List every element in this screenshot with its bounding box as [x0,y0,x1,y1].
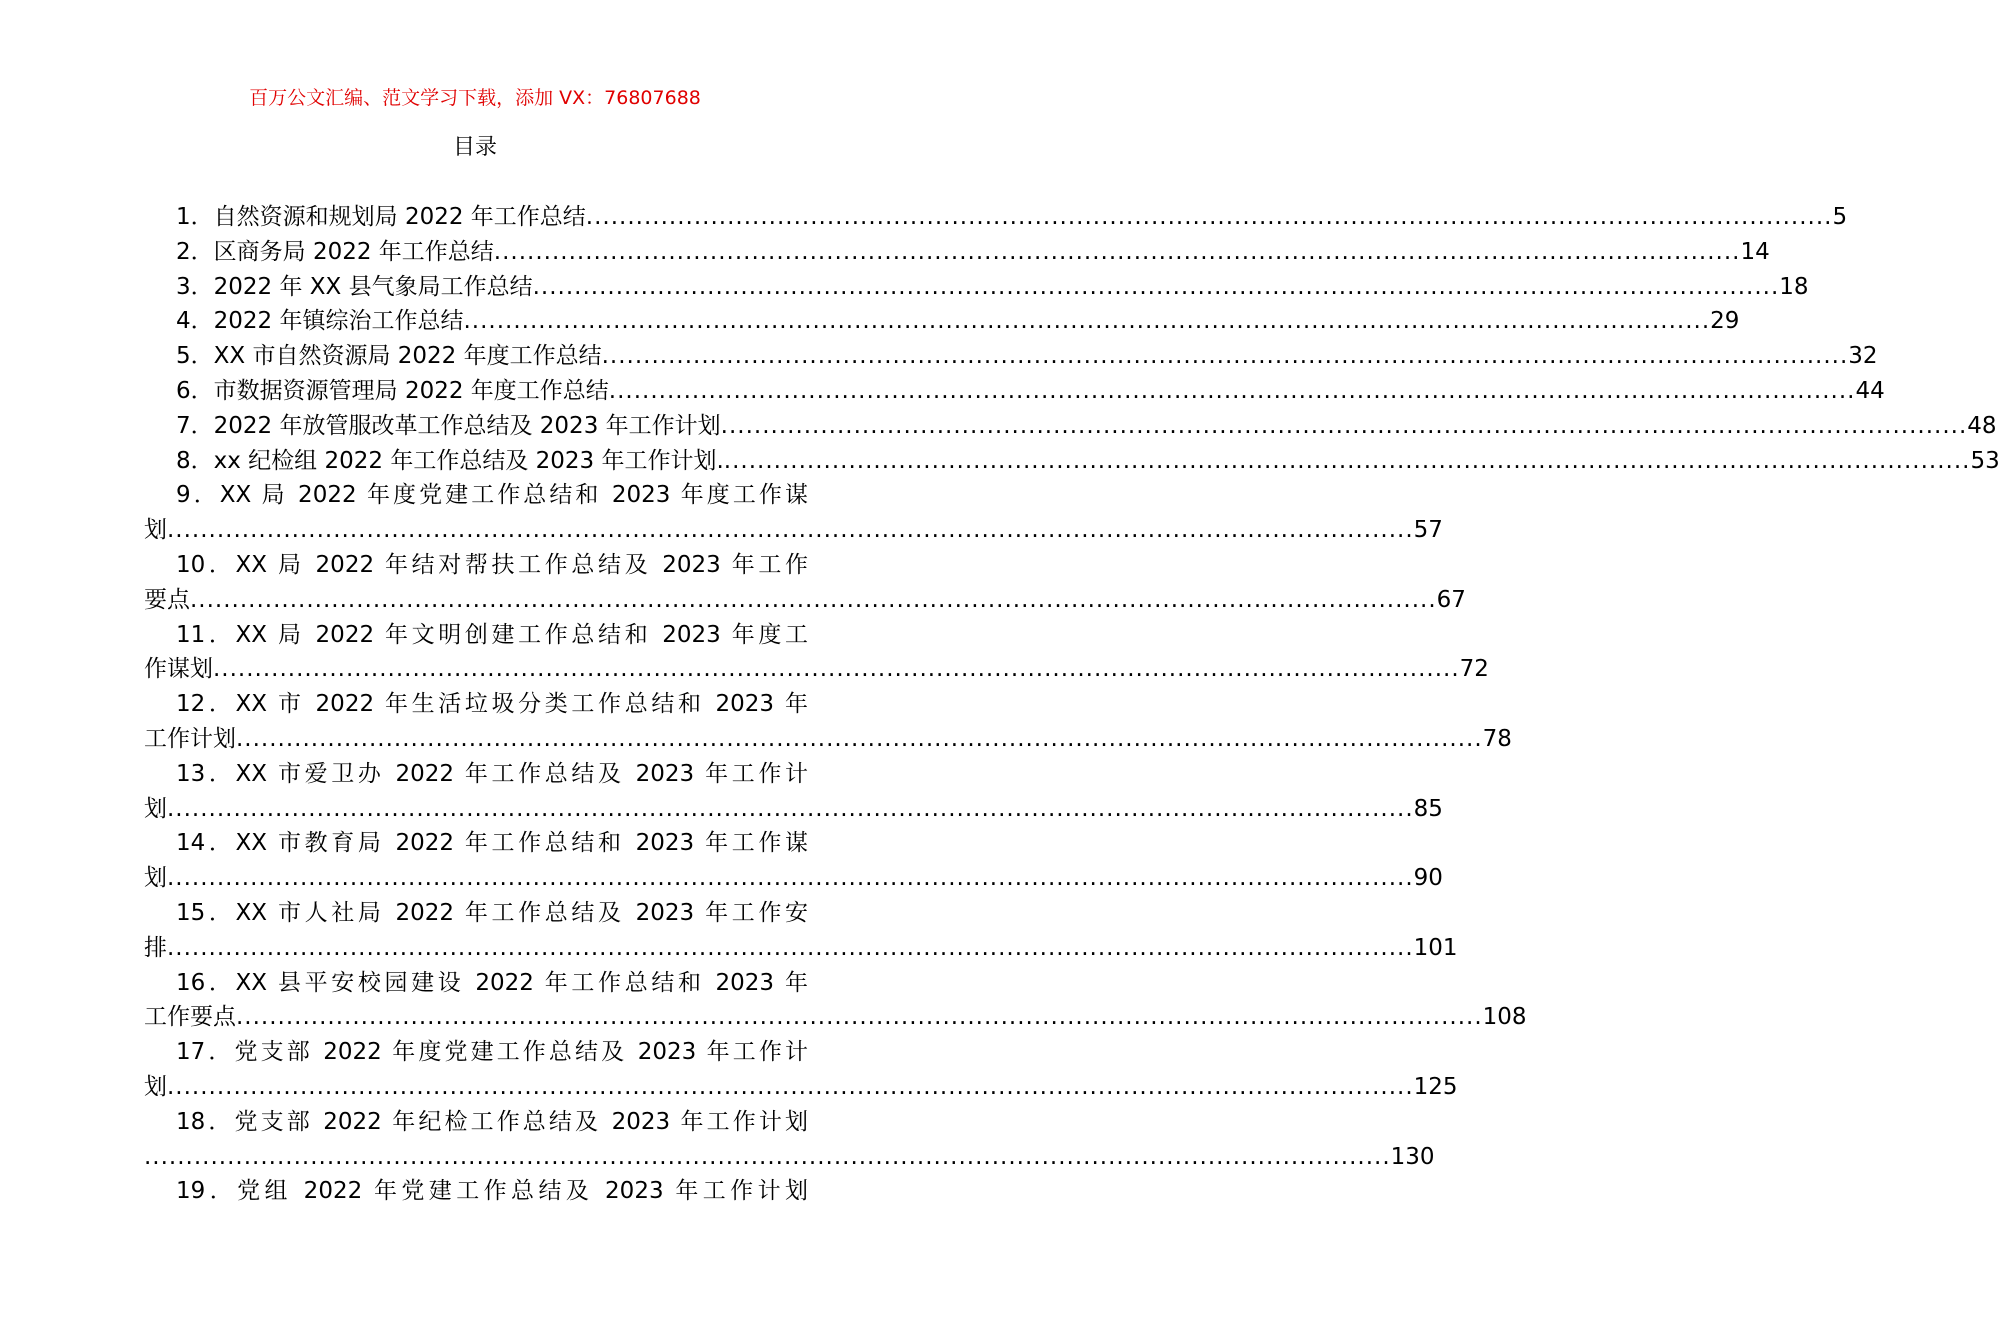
toc-entry-14[interactable] [144,826,808,861]
toc-page-number: 108 [1482,1004,1527,1031]
toc-entry-title: 9．XX 局 2022 年度党建工作总结和 2023 年度工作谋 [176,482,808,509]
toc-entry-9-continued[interactable] [144,513,1443,548]
toc-entry-12-continued[interactable] [144,722,1512,757]
toc-leader-dots: ...................................................................................................................................................... [493,238,1741,265]
toc-entry-15[interactable] [144,896,808,931]
toc-leader-dots: ...................................................................................................................................................... [236,725,1483,752]
toc-entry-title: 13．XX 市爱卫办 2022 年工作总结及 2023 年工作计 [176,760,808,787]
toc-page-number: 78 [1482,725,1512,752]
toc-leader-dots: ...................................................................................................................................................... [463,308,1711,335]
toc-entry-title: 14．XX 市教育局 2022 年工作总结和 2023 年工作谋 [176,830,808,857]
toc-entry-title-cont: 作谋划 [144,656,213,683]
toc-entry-10[interactable] [144,548,808,583]
toc-page-number: 29 [1710,308,1740,335]
toc-page-number: 130 [1390,1143,1435,1170]
toc-leader-dots: ...................................................................................................................................................... [213,656,1460,683]
toc-page-number: 5 [1832,204,1848,230]
toc-entry-title: 2．区商务局 2022 年工作总结 [176,238,494,265]
toc-entry-11[interactable] [144,618,808,653]
toc-entry-5[interactable] [144,339,1878,374]
toc-entry-title-cont: 要点 [144,586,190,613]
toc-page-number: 14 [1740,238,1770,265]
toc-entry-14-continued[interactable] [144,861,1443,896]
toc-entry-title: 17．党支部 2022 年度党建工作总结及 2023 年工作计 [176,1039,808,1066]
toc-entry-16[interactable] [144,966,808,1001]
toc-leader-dots: ...................................................................................................................................................... [720,412,1968,439]
toc-leader-dots: ...................................................................................................................................................... [236,1004,1483,1031]
toc-entry-title: 7．2022 年放管服改革工作总结及 2023 年工作计划 [176,412,721,439]
toc-entry-title: 8．xx 纪检组 2022 年工作总结及 2023 年工作计划. [176,447,724,474]
page-title-text: 目录 [452,135,497,160]
toc-page-number: 72 [1459,656,1489,683]
toc-leader-dots: ...................................................................................................................................................... [601,343,1849,370]
toc-leader-dots: ...................................................................................................................................................... [190,586,1437,613]
toc-entry-18-continued[interactable] [144,1140,1435,1175]
toc-entry-4[interactable] [144,304,1740,339]
toc-page-number: 67 [1436,586,1466,613]
toc-entry-12[interactable] [144,687,808,722]
toc-entry-19[interactable] [144,1174,808,1209]
toc-page-number: 90 [1413,865,1443,892]
toc-entry-8[interactable] [144,444,2000,479]
toc-entry-title: 5．XX 市自然资源局 2022 年度工作总结 [176,343,602,370]
toc-entry-7[interactable] [144,409,1997,444]
download-notice [0,86,950,110]
toc-entry-title: 11．XX 局 2022 年文明创建工作总结和 2023 年度工 [176,621,808,648]
toc-entry-13-continued[interactable] [144,792,1443,827]
toc-entry-title: 12．XX 市 2022 年生活垃圾分类工作总结和 2023 年 [176,691,808,718]
toc-leader-dots: ...................................................................................................................................................... [608,377,1856,404]
toc-page-number: 57 [1413,517,1443,544]
page-title [0,134,950,162]
toc-entry-title-cont: 划 [144,795,167,822]
toc-leader-dots: ...................................................................................................................................................... [167,1073,1414,1100]
toc-entry-title-cont: 划 [144,1073,167,1100]
toc-leader-dots: ...................................................................................................................................................... [144,1143,1391,1170]
toc-entry-10-continued[interactable] [144,583,1466,618]
table-of-contents [144,200,2000,1209]
toc-page-number: 85 [1413,795,1443,822]
toc-entry-11-continued[interactable] [144,652,1489,687]
toc-leader-dots: ...................................................................................................................................................... [585,204,1833,230]
toc-page-number: 101 [1413,934,1458,961]
toc-entry-17-continued[interactable] [144,1070,1458,1105]
toc-page-number: 125 [1413,1073,1458,1100]
toc-page-number: 18 [1779,273,1809,300]
download-notice-text: 百万公文汇编、范文学习下载，添加 VX：76807688 [249,87,701,109]
toc-entry-title: 6．市数据资源管理局 2022 年度工作总结 [176,377,609,404]
toc-entry-9[interactable] [144,478,808,513]
toc-entry-2[interactable] [144,235,1770,270]
toc-leader-dots: ...................................................................................................................................................... [167,795,1414,822]
toc-entry-title-cont: 划 [144,865,167,892]
toc-entry-3[interactable] [144,270,1809,305]
toc-entry-18[interactable] [144,1105,808,1140]
toc-leader-dots: ...................................................................................................................................................... [723,447,1971,474]
toc-entry-title-cont: 工作计划 [144,725,236,752]
toc-page-number: 53 [1970,447,2000,474]
toc-leader-dots: ...................................................................................................................................................... [167,517,1414,544]
toc-entry-title: 19．党组 2022 年党建工作总结及 2023 年工作计划 [176,1178,808,1205]
toc-page-number: 48 [1967,412,1997,439]
toc-entry-title: 3．2022 年 XX 县气象局工作总结 [176,273,533,300]
toc-entry-17[interactable] [144,1035,808,1070]
toc-entry-title-cont: 工作要点 [144,1004,236,1031]
toc-entry-title: 15．XX 市人社局 2022 年工作总结及 2023 年工作安 [176,899,808,926]
toc-entry-title: 1．自然资源和规划局 2022 年工作总结 [176,204,586,230]
toc-entry-16-continued[interactable] [144,1000,1527,1035]
toc-leader-dots: ...................................................................................................................................................... [167,865,1414,892]
toc-page-number: 32 [1848,343,1878,370]
toc-entry-1[interactable] [144,200,1848,235]
toc-entry-title: 18．党支部 2022 年纪检工作总结及 2023 年工作计划 [176,1108,808,1135]
toc-leader-dots: ...................................................................................................................................................... [532,273,1780,300]
toc-leader-dots: ...................................................................................................................................................... [167,934,1414,961]
toc-entry-13[interactable] [144,757,808,792]
toc-entry-6[interactable] [144,374,1885,409]
toc-entry-title: 16．XX 县平安校园建设 2022 年工作总结和 2023 年 [176,969,808,996]
toc-entry-title-cont: 排 [144,934,167,961]
toc-entry-15-continued[interactable] [144,931,1458,966]
toc-page-number: 44 [1855,377,1885,404]
toc-entry-title: 10．XX 局 2022 年结对帮扶工作总结及 2023 年工作 [176,551,808,578]
toc-entry-title: 4．2022 年镇综治工作总结 [176,308,464,335]
toc-entry-title-cont: 划 [144,517,167,544]
